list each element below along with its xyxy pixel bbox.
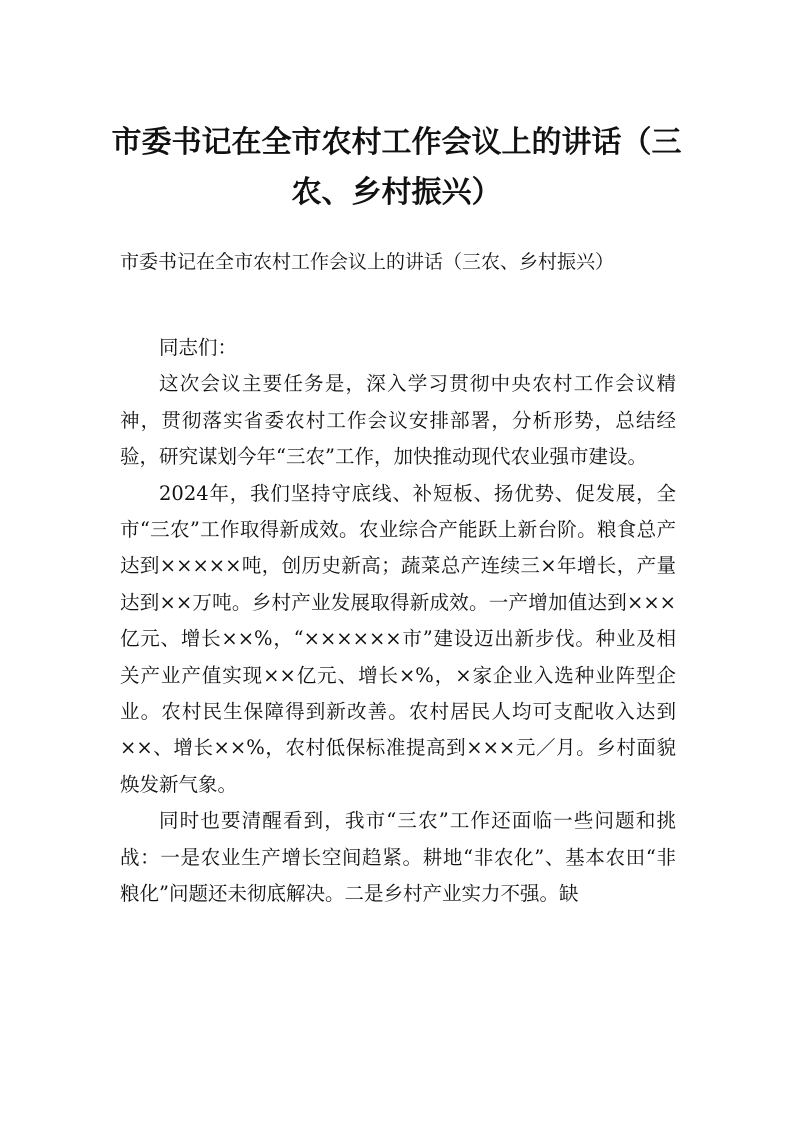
paragraph-achievements: 2024年，我们坚持守底线、补短板、扬优势、促发展，全市“三农”工作取得新成效。农业综合产能跃上新台阶。粮食总产达到×××××吨，创历史新高；蔬菜总产连续三×年增长，产量达到××万吨。乡村产业发展取得新成效。一产增加值达到×××亿元、增长××%，“××××××市”建设迈出新步伐。种业及相关产业产值实现××亿元、增长×%，×家企业入选种业阵型企业。农村民生保障得到新改善。农村居民人均可支配收入达到××、增长××%，农村低保标准提高到×××元／月。乡村面貌焕发新气象。 — [120, 481, 676, 796]
document-body — [120, 330, 676, 913]
paragraph-challenges: 同时也要清醒看到，我市“三农”工作还面临一些问题和挑战：一是农业生产增长空间趋紧。耕地“非农化”、基本农田“非粮化”问题还未彻底解决。二是乡村产业实力不强。缺 — [120, 809, 676, 906]
document-subtitle: 市委书记在全市农村工作会议上的讲话（三农、乡村振兴） — [120, 251, 615, 273]
document-title: 市委书记在全市农村工作会议上的讲话（三农、乡村振兴） — [111, 125, 682, 210]
paragraph-meeting-purpose: 这次会议主要任务是，深入学习贯彻中央农村工作会议精神，贯彻落实省委农村工作会议安排部署，分析形势，总结经验，研究谋划今年“三农”工作，加快推动现代农业强市建设。 — [120, 372, 676, 469]
salutation: 同志们： — [159, 336, 238, 359]
